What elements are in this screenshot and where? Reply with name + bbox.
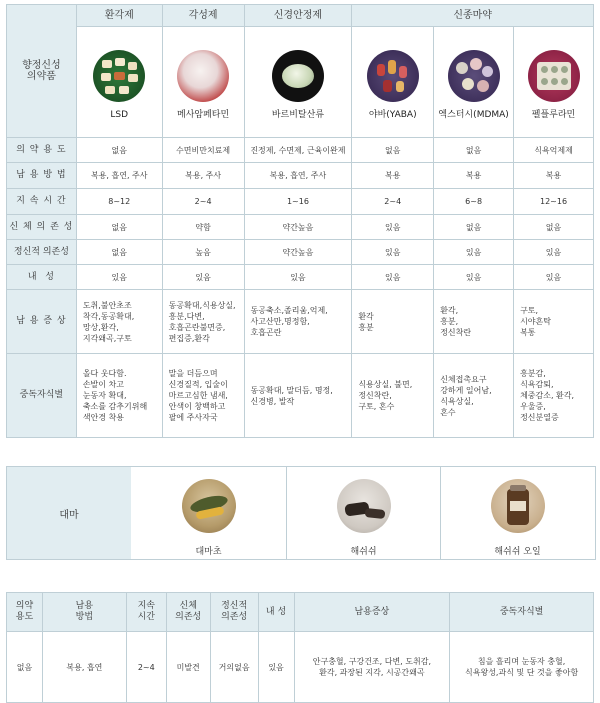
group-sedative: 신경안정제 [244, 5, 352, 27]
lsd-tabs-icon [93, 50, 145, 102]
table-cell: 환각 흥분 [352, 290, 434, 354]
cannabis-item-marijuana [131, 467, 287, 559]
table-cell: 있음 [352, 240, 434, 265]
table-row [7, 163, 594, 189]
table-cell: 없음 [434, 215, 514, 240]
table-row [7, 632, 594, 703]
table-cell: 거의없음 [210, 632, 258, 703]
hashish-block-icon [337, 479, 391, 533]
row-label: 지 속 시 간 [7, 189, 77, 215]
drug-fenfluramine [514, 27, 594, 138]
cannabis-section [6, 466, 596, 560]
column-header: 중독자식별 [450, 593, 594, 632]
table-row [7, 138, 594, 163]
table-cell: 환각, 흥분, 정신착란 [434, 290, 514, 354]
table-cell: 복용, 흡연, 주사 [244, 163, 352, 189]
cannabis-details-table [6, 592, 594, 703]
drug-name-yaba: 야바(YABA) [368, 109, 417, 120]
table-cell: 있음 [514, 265, 594, 290]
psychotropic-drugs-table [6, 4, 594, 438]
table-cell: 1~16 [244, 189, 352, 215]
hash-oil-bottle-icon [491, 479, 545, 533]
table-cell: 있음 [352, 265, 434, 290]
column-header: 남용 방법 [42, 593, 126, 632]
row-label: 남 용 방 법 [7, 163, 77, 189]
table-cell: 8~12 [76, 189, 162, 215]
table-cell: 없음 [7, 632, 43, 703]
column-header: 지속 시간 [126, 593, 166, 632]
drug-name-lsd: LSD [110, 109, 129, 120]
drug-lsd [76, 27, 162, 138]
ecstasy-pills-icon [448, 50, 500, 102]
table-cell: 약간높음 [244, 240, 352, 265]
table-row [7, 290, 594, 354]
table-cell: 2~4 [126, 632, 166, 703]
table-cell: 약간높음 [244, 215, 352, 240]
yaba-pills-icon [367, 50, 419, 102]
table-cell: 도취,불안초조 착각,동공확대, 망상,환각, 지각왜곡,구토 [76, 290, 162, 354]
table-cell: 복용, 주사 [162, 163, 244, 189]
table-cell: 있음 [258, 632, 294, 703]
table-cell: 약함 [162, 215, 244, 240]
table-cell: 동공확대, 말더듬, 명정, 신경병, 발작 [244, 354, 352, 438]
drug-barbital [244, 27, 352, 138]
table-cell: 미발견 [166, 632, 210, 703]
table-cell: 복용, 흡연 [42, 632, 126, 703]
table-cell: 있음 [76, 265, 162, 290]
table-header-row [7, 593, 594, 632]
table-cell: 있음 [514, 240, 594, 265]
fenfluramine-pack-icon [528, 50, 580, 102]
table-row [7, 265, 594, 290]
drug-ecstasy [434, 27, 514, 138]
table-cell: 있음 [244, 265, 352, 290]
table-cell: 복용, 흡연, 주사 [76, 163, 162, 189]
table-cell: 신체접촉요구 강하게 일어남, 식욕상실, 혼수 [434, 354, 514, 438]
corner-label: 향정신성 의약품 [7, 5, 77, 138]
table-cell: 복용 [514, 163, 594, 189]
cannabis-name: 해쉬쉬 [350, 547, 377, 557]
cannabis-name: 해쉬쉬 오일 [494, 547, 541, 557]
table-cell: 동공축소,졸리움,억제, 사고산만,명정함, 호흡곤란 [244, 290, 352, 354]
drug-meth [162, 27, 244, 138]
table-row [7, 354, 594, 438]
drug-name-fenfluramine: 펠플루라민 [531, 109, 576, 120]
table-cell: 없음 [76, 138, 162, 163]
table-cell: 복용 [352, 163, 434, 189]
table-cell: 있음 [352, 215, 434, 240]
drug-name-barbital: 바르비탈산류 [271, 109, 325, 120]
column-header: 의약 용도 [7, 593, 43, 632]
table-cell: 식욕억제제 [514, 138, 594, 163]
table-cell: 6~8 [434, 189, 514, 215]
column-header: 정신적 의존성 [210, 593, 258, 632]
table-cell: 12~16 [514, 189, 594, 215]
cannabis-item-hashish [287, 467, 441, 559]
table-cell: 말을 더듬으며 신경질적, 입술이 마르고심한 냄새, 안색이 창백하고 팔에 주사자국 [162, 354, 244, 438]
table-cell: 없음 [434, 138, 514, 163]
table-cell: 복용 [434, 163, 514, 189]
table-cell: 2~4 [352, 189, 434, 215]
meth-powder-icon [177, 50, 229, 102]
marijuana-leaf-icon [182, 479, 236, 533]
table-cell: 올다 웃다함. 손발이 차고 눈동자 확대, 축소를 감추기위해 색안경 착용 [76, 354, 162, 438]
cannabis-name: 대마초 [195, 547, 222, 557]
table-cell: 흥분감, 식욕감퇴, 체중감소, 환각, 우울증, 정신분열증 [514, 354, 594, 438]
group-stimulant: 각성제 [162, 5, 244, 27]
drug-name-meth: 메사암페타민 [177, 109, 230, 120]
table-cell: 식용상실, 불면, 정신착란, 구토, 혼수 [352, 354, 434, 438]
table-row [7, 240, 594, 265]
table-row [7, 189, 594, 215]
group-new-drugs: 신종마약 [352, 5, 594, 27]
table-cell: 높음 [162, 240, 244, 265]
column-header: 내 성 [258, 593, 294, 632]
cannabis-item-hash-oil [441, 467, 594, 559]
table-row [7, 215, 594, 240]
drug-yaba [352, 27, 434, 138]
row-label: 신 체 의 존 성 [7, 215, 77, 240]
table-cell: 동공확대,식용상실, 흥분,다변, 호흡곤란불면증, 편집증,환각 [162, 290, 244, 354]
table-cell: 2~4 [162, 189, 244, 215]
table-cell: 없음 [76, 240, 162, 265]
table-cell: 있음 [162, 265, 244, 290]
drug-name-ecstasy: 엑스터시(MDMA) [438, 109, 509, 120]
column-header: 남용증상 [294, 593, 450, 632]
table-cell: 없음 [352, 138, 434, 163]
table-cell: 구토, 시야흔탁 복통 [514, 290, 594, 354]
barbital-pill-icon [272, 50, 324, 102]
table-cell: 있음 [434, 265, 514, 290]
group-hallucinogen: 환각제 [76, 5, 162, 27]
table-cell: 없음 [514, 215, 594, 240]
row-label: 남 용 증 상 [7, 290, 77, 354]
column-header: 신체 의존성 [166, 593, 210, 632]
row-label: 중독자식별 [7, 354, 77, 438]
table-cell: 침을 흘리며 눈동자 충혈, 식욕왕성,과식 및 단 것을 좋아함 [450, 632, 594, 703]
table-cell: 안구충혈, 구강건조, 다변, 도취감, 환각, 과장된 지각, 시공간왜곡 [294, 632, 450, 703]
cannabis-label: 대마 [7, 467, 131, 559]
table-cell: 수면비만치료제 [162, 138, 244, 163]
table-cell: 없음 [76, 215, 162, 240]
row-label: 내 성 [7, 265, 77, 290]
table-cell: 있음 [434, 240, 514, 265]
row-label: 정신적 의존성 [7, 240, 77, 265]
table-cell: 진정제, 수면제, 근육이완제 [244, 138, 352, 163]
row-label: 의 약 용 도 [7, 138, 77, 163]
